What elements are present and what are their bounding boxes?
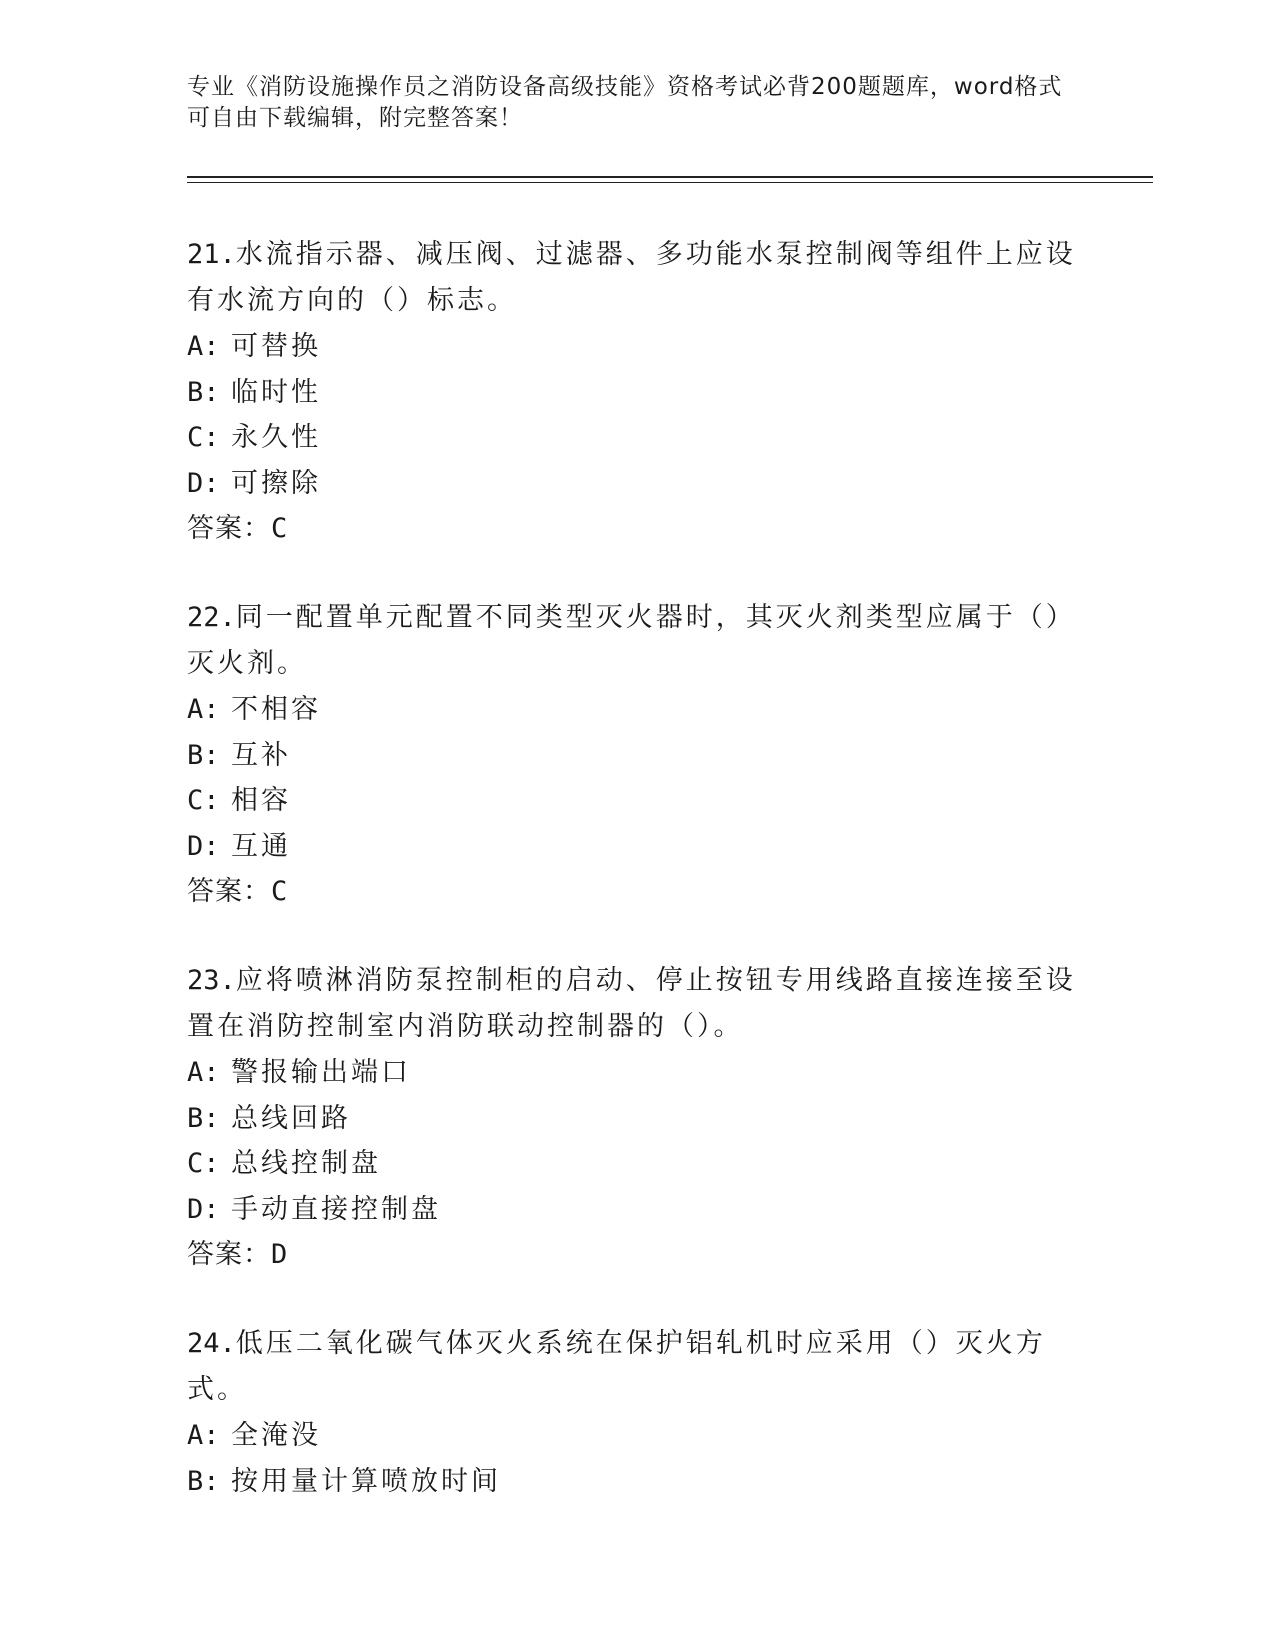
- answer-value: C: [271, 513, 289, 544]
- question-stem: [187, 232, 1077, 324]
- option-c: [187, 415, 1077, 461]
- answer-line: [187, 1232, 1077, 1278]
- question-stem: [187, 1321, 1077, 1413]
- option-key: C:: [187, 1148, 220, 1179]
- option-key: A:: [187, 1057, 220, 1088]
- option-text: 手动直接控制盘: [231, 1193, 441, 1225]
- answer-label: 答案：: [187, 876, 271, 907]
- option-a: [187, 1413, 1077, 1459]
- option-text: 警报输出端口: [231, 1057, 411, 1088]
- option-text: 临时性: [231, 376, 321, 408]
- option-b: [187, 733, 1077, 779]
- option-b: [187, 1096, 1077, 1142]
- option-text: 互通: [231, 830, 291, 862]
- question-23: [187, 958, 1077, 1278]
- option-b: [187, 370, 1077, 416]
- option-text: 永久性: [231, 422, 321, 453]
- option-c: [187, 778, 1077, 824]
- option-key: B:: [187, 739, 220, 771]
- option-text: 互补: [231, 739, 291, 771]
- option-a: [187, 687, 1077, 733]
- option-list: [187, 324, 1077, 506]
- question-number: 23.: [187, 965, 236, 996]
- option-key: C:: [187, 785, 220, 816]
- option-a: [187, 324, 1077, 370]
- option-text: 不相容: [231, 694, 321, 725]
- option-key: C:: [187, 422, 220, 453]
- option-key: D:: [187, 830, 220, 862]
- option-key: B:: [187, 1465, 220, 1497]
- option-key: A:: [187, 1420, 220, 1451]
- answer-line: [187, 506, 1077, 552]
- option-list: [187, 687, 1077, 869]
- answer-value: C: [271, 876, 289, 907]
- option-c: [187, 1141, 1077, 1187]
- option-list: [187, 1413, 1077, 1504]
- option-text: 总线回路: [231, 1102, 351, 1134]
- answer-value: D: [271, 1239, 289, 1270]
- option-d: [187, 1187, 1077, 1233]
- option-key: A:: [187, 694, 220, 725]
- question-22: [187, 595, 1077, 915]
- option-text: 全淹没: [231, 1420, 321, 1451]
- header-rule-thick: [187, 176, 1153, 178]
- question-text: 同一配置单元配置不同类型灭火器时，其灭火剂类型应属于（）灭火剂。: [187, 602, 1076, 679]
- answer-line: [187, 869, 1077, 915]
- option-text: 按用量计算喷放时间: [231, 1465, 501, 1497]
- option-d: [187, 461, 1077, 507]
- document-header: 专业《消防设施操作员之消防设备高级技能》资格考试必背200题题库，word格式可自由下载编辑，附完整答案！: [187, 74, 1063, 131]
- question-text: 应将喷淋消防泵控制柜的启动、停止按钮专用线路直接连接至设置在消防控制室内消防联动控制器的（）。: [187, 965, 1076, 1042]
- question-number: 24.: [187, 1328, 236, 1359]
- option-list: [187, 1050, 1077, 1232]
- question-21: [187, 232, 1077, 552]
- option-d: [187, 824, 1077, 870]
- option-text: 相容: [231, 785, 291, 816]
- option-key: B:: [187, 1102, 220, 1134]
- option-text: 可擦除: [231, 467, 321, 499]
- option-key: D:: [187, 1193, 220, 1225]
- question-stem: [187, 595, 1077, 687]
- option-key: B:: [187, 376, 220, 408]
- option-key: A:: [187, 331, 220, 362]
- question-number: 21.: [187, 239, 236, 270]
- option-a: [187, 1050, 1077, 1096]
- option-b: [187, 1459, 1077, 1505]
- header-rule-thin: [187, 182, 1153, 183]
- answer-label: 答案：: [187, 1239, 271, 1270]
- option-key: D:: [187, 467, 220, 499]
- question-stem: [187, 958, 1077, 1050]
- option-text: 可替换: [231, 331, 321, 362]
- question-text: 低压二氧化碳气体灭火系统在保护铝轧机时应采用（）灭火方式。: [187, 1328, 1046, 1405]
- question-number: 22.: [187, 602, 236, 633]
- question-text: 水流指示器、减压阀、过滤器、多功能水泵控制阀等组件上应设有水流方向的（）标志。: [187, 239, 1076, 316]
- answer-label: 答案：: [187, 513, 271, 544]
- option-text: 总线控制盘: [231, 1148, 381, 1179]
- question-24: [187, 1321, 1077, 1504]
